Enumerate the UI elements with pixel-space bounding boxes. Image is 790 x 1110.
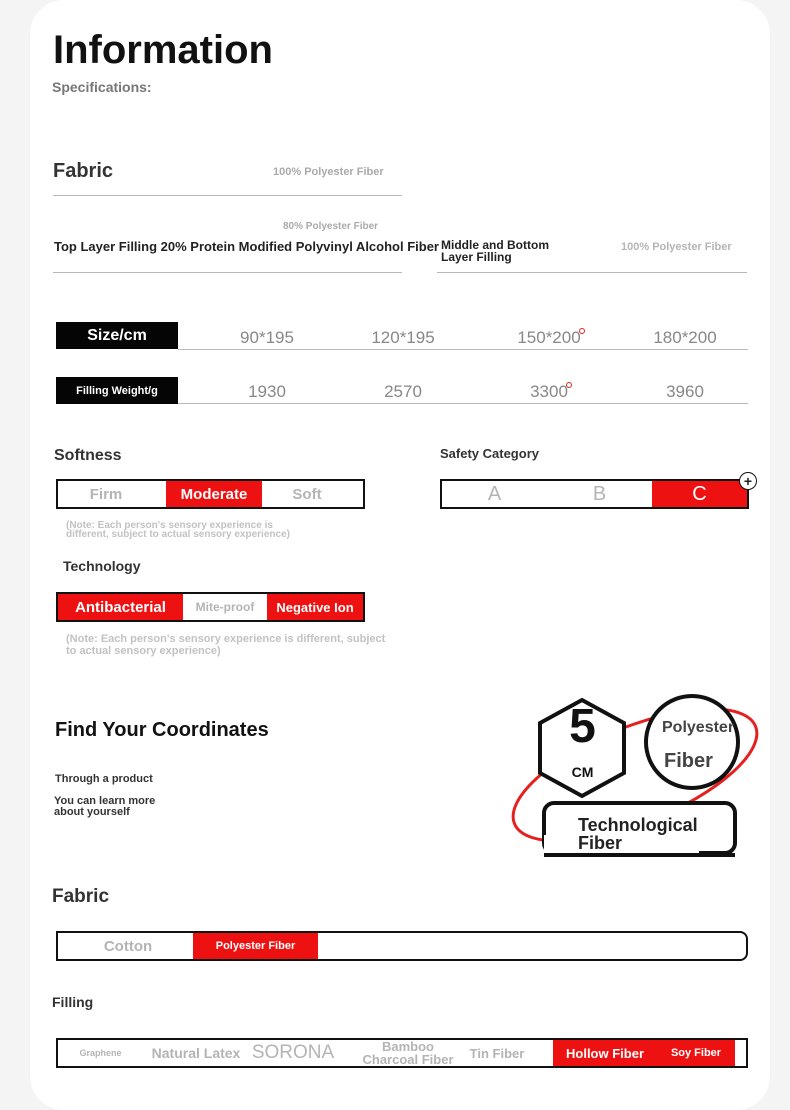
fabric-option-polyester[interactable]: Polyester Fiber — [193, 933, 318, 959]
red-dot — [566, 382, 572, 388]
mid-filling-label: Middle and Bottom Layer Filling — [441, 238, 549, 264]
safety-option-c[interactable]: C — [652, 481, 747, 507]
fabric-bar-label: Fabric — [52, 886, 110, 907]
badge-unit: CM — [571, 764, 594, 780]
fabric-select-bar — [56, 931, 748, 961]
mid-filling-value: 100% Polyester Fiber — [621, 241, 732, 253]
size-value: 180*200 — [653, 328, 717, 347]
size-value: 120*195 — [371, 328, 435, 347]
divider — [178, 349, 748, 350]
softness-option-moderate[interactable]: Moderate — [166, 481, 262, 507]
fabric-label: Fabric — [53, 160, 114, 182]
top-filling-note: 80% Polyester Fiber — [283, 221, 379, 232]
page-subtitle: Specifications: — [52, 79, 152, 95]
weight-value: 2570 — [384, 382, 422, 401]
circle-text-2: Fiber — [664, 750, 713, 772]
divider — [437, 272, 747, 273]
page-title: Information — [53, 28, 273, 72]
size-value: 150*200 — [517, 328, 581, 347]
filling-option-soy[interactable]: Soy Fiber — [657, 1040, 735, 1066]
size-label: Size/cm — [56, 322, 178, 349]
circle-text-1: Polyester — [662, 719, 735, 736]
safety-option-a[interactable]: A — [487, 482, 502, 505]
safety-label: Safety Category — [440, 446, 539, 461]
filling-option-hollow[interactable]: Hollow Fiber — [553, 1040, 657, 1066]
filling-option-sorona[interactable]: SORONA — [251, 1042, 335, 1063]
divider — [53, 272, 402, 273]
technology-option-negative-ion[interactable]: Negative Ion — [267, 594, 363, 620]
coordinates-title: Find Your Coordinates — [55, 719, 269, 741]
weight-label: Filling Weight/g — [56, 377, 178, 404]
filling-select-bar — [56, 1038, 748, 1068]
size-value: 90*195 — [240, 328, 294, 347]
technology-label: Technology — [63, 558, 141, 574]
softness-label: Softness — [54, 447, 122, 464]
technology-option-mite-proof[interactable]: Mite-proof — [195, 600, 255, 614]
coordinates-line2: You can learn more about yourself — [54, 795, 156, 818]
weight-value: 3300 — [530, 382, 568, 401]
fabric-option-cotton[interactable]: Cotton — [103, 937, 153, 955]
technology-note: (Note: Each person's sensory experience is different, subject to actual sensory experience) — [66, 633, 386, 657]
softness-option-firm[interactable]: Firm — [89, 485, 123, 503]
filling-option-bamboo[interactable]: Bamboo Charcoal Fiber — [362, 1039, 454, 1067]
circle-outline — [646, 696, 738, 788]
technology-bar — [56, 592, 365, 622]
plus-icon[interactable]: + — [739, 472, 757, 490]
safety-option-b[interactable]: B — [592, 482, 607, 505]
weight-value: 3960 — [666, 382, 704, 401]
filling-option-natural-latex[interactable]: Natural Latex — [151, 1045, 241, 1061]
safety-bar — [440, 479, 749, 509]
box-text: Technological Fiber — [578, 815, 698, 853]
softness-option-soft[interactable]: Soft — [292, 485, 322, 503]
divider — [178, 403, 748, 404]
weight-value: 1930 — [248, 382, 286, 401]
fabric-value: 100% Polyester Fiber — [273, 166, 384, 178]
divider — [53, 195, 402, 196]
filling-option-tin[interactable]: Tin Fiber — [469, 1045, 525, 1061]
red-dot — [579, 328, 585, 334]
filling-bar-label: Filling — [52, 994, 94, 1010]
softness-bar — [56, 479, 365, 509]
coordinates-line1: Through a product — [55, 773, 153, 785]
technology-option-antibacterial[interactable]: Antibacterial — [58, 594, 183, 620]
filling-option-graphene[interactable]: Graphene — [79, 1048, 122, 1058]
top-filling-label: Top Layer Filling 20% Protein Modified Polyvinyl Alcohol Fiber — [54, 239, 439, 254]
softness-note: (Note: Each person's sensory experience is different, subject to actual sensory experience) — [66, 520, 290, 540]
badge-number: 5 — [569, 700, 596, 753]
